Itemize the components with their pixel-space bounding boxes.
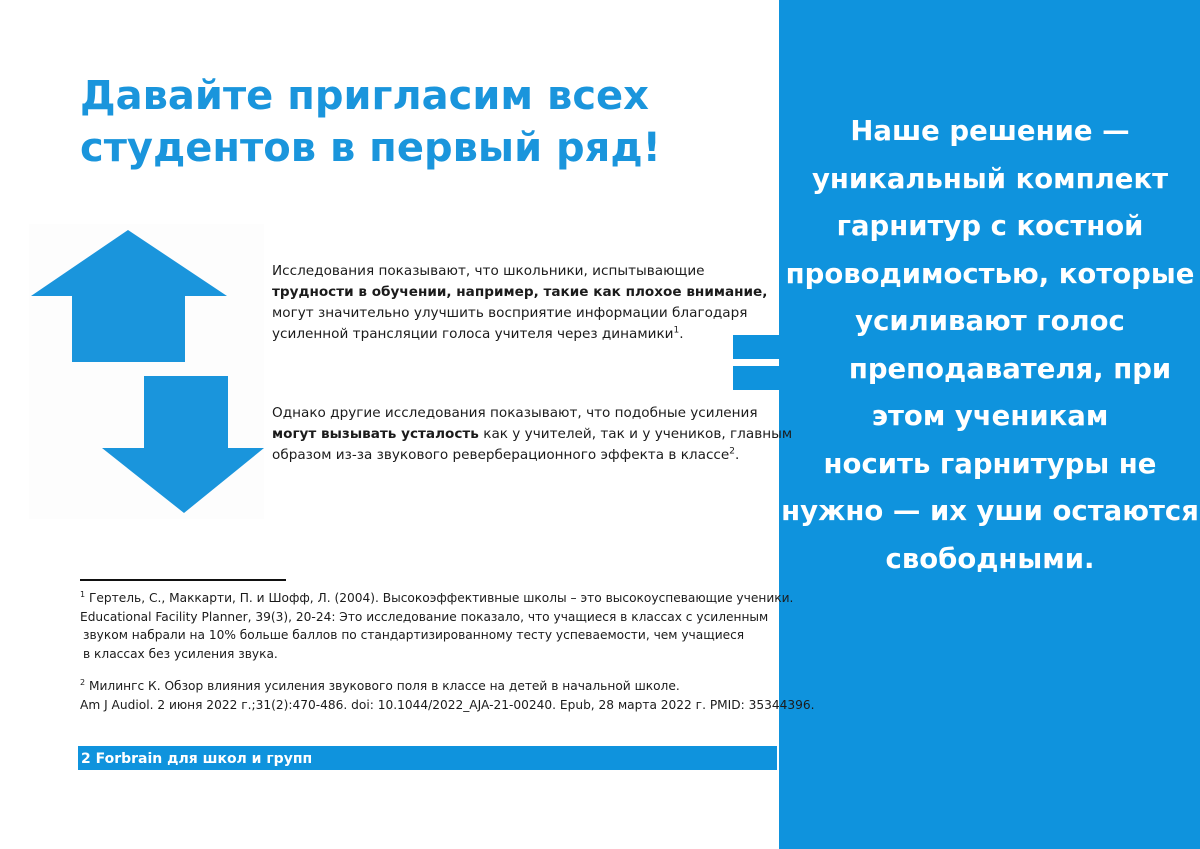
- footer-page-label: 2 Forbrain для школ и групп: [81, 751, 313, 767]
- footnote-ref-2: 2: [729, 446, 735, 457]
- footnote-1-line-3: звуком набрали на 10% больше баллов по стандартизированному тесту успеваемости, чем учащиеся: [83, 628, 745, 642]
- footnote-1: [80, 589, 793, 663]
- arrows-illustration: [29, 224, 264, 519]
- paragraph-2-line-2: как у учителей, так и у учеников, главным: [478, 426, 793, 442]
- footnote-1-line-2: Educational Facility Planner, 39(3), 20-24: Это исследование показало, что учащиеся в классах с усиленным: [80, 609, 769, 624]
- solution-statement: [780, 108, 1200, 583]
- solution-line: носить гарнитуры не: [823, 447, 1157, 480]
- solution-line: Наше решение —: [850, 115, 1130, 147]
- footnote-2-line-2: Am J Audiol. 2 июня 2022 г.;31(2):470-486. doi: 10.1044/2022_AJA-21-00240. Epub, 28 марта 2022 г. PMID: 35344396.: [80, 697, 815, 712]
- paragraph-1-line-1: Исследования показывают, что школьники, испытывающие: [272, 263, 705, 279]
- paragraph-2-bold-text: могут вызывать усталость: [272, 426, 479, 442]
- paragraph-1-line-4: усиленной трансляции голоса учителя через динамики: [272, 326, 674, 342]
- page-title: [80, 70, 661, 174]
- footnote-separator: [80, 579, 286, 581]
- solution-line: усиливают голос: [855, 305, 1125, 337]
- title-line-1: Давайте пригласим всех: [80, 73, 649, 119]
- solution-line: этом ученикам: [871, 400, 1109, 432]
- solution-line: проводимостью, которые: [785, 257, 1195, 290]
- footnote-2: [80, 677, 815, 714]
- research-paragraph-2: Однако другие исследования показывают, что подобные усиления могут вызывать усталость как у учителей, так и у учеников, главным образом из-за звукового реверберационного эффекта в классе$^2$.: [272, 405, 793, 463]
- paragraph-2-line-1: Однако другие исследования показывают, что подобные усиления: [272, 405, 758, 421]
- footnote-2-line-1: Милингс К. Обзор влияния усиления звукового поля в классе на детей в начальной школе.: [85, 679, 680, 693]
- footnote-1-line-1: Гертель, С., Маккарти, П. и Шофф, Л. (2004). Высокоэффективные школы – это высокоуспевающие ученики.: [85, 591, 794, 605]
- paragraph-2-line-3: образом из-за звукового реверберационного эффекта в классе: [272, 447, 730, 463]
- footnote-ref-1: 1: [673, 325, 680, 336]
- footnote-1-number: 1: [80, 589, 86, 599]
- research-paragraph-1: Исследования показывают, что школьники, испытывающие трудности в обучении, например, такие как плохое внимание, могут значительно улучшить восприятие информации благодаря усиленной трансляции голоса учителя через динамики$^1$.: [272, 263, 768, 342]
- arrow-down-icon: [102, 376, 264, 513]
- solution-line: свободными.: [885, 542, 1095, 575]
- solution-line: преподавателя, при: [848, 352, 1172, 385]
- arrow-up-icon: [31, 230, 227, 362]
- arrows-svg: [29, 224, 264, 519]
- solution-line: уникальный комплект: [811, 162, 1169, 195]
- solution-line: нужно — их уши остаются: [781, 495, 1199, 527]
- paragraph-1-line-3: могут значительно улучшить восприятие информации благодаря: [272, 305, 748, 321]
- title-line-2: студентов в первый ряд!: [80, 125, 661, 171]
- footnote-2-number: 2: [80, 677, 86, 687]
- paragraph-1-bold-text: трудности в обучении, например, такие как плохое внимание,: [272, 284, 768, 300]
- solution-line: гарнитур с костной: [836, 210, 1144, 242]
- footnote-1-line-4: в классах без усиления звука.: [83, 646, 278, 661]
